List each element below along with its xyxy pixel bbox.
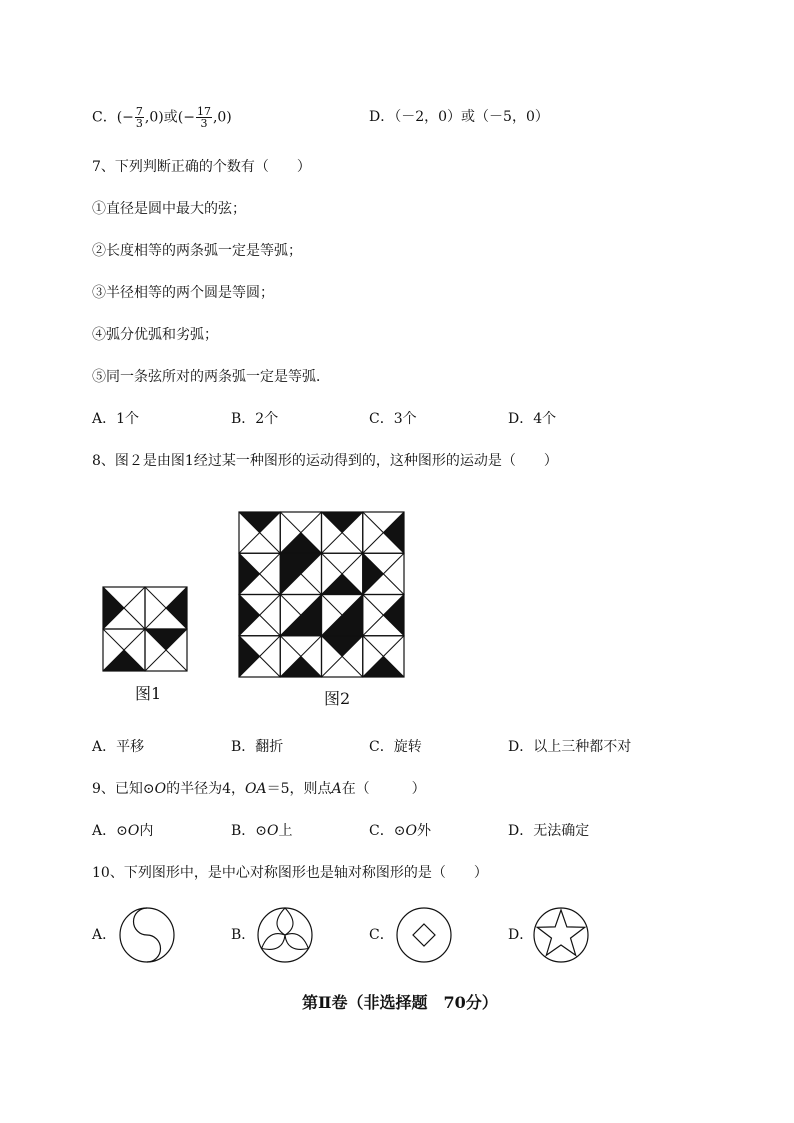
q10-option-c[interactable]: C． — [369, 927, 394, 943]
shaded-triangle — [322, 574, 363, 595]
q9-option-c[interactable] — [369, 822, 431, 840]
q9-a-rest: 内 — [139, 823, 154, 839]
q8-option-c[interactable]: C．旋转 — [369, 739, 422, 755]
shaded-triangle — [239, 553, 260, 594]
q9-option-b[interactable] — [231, 822, 293, 840]
q6-c-b-fraction — [196, 106, 212, 129]
q6-c-or: 或 — [163, 109, 178, 126]
q8-option-b[interactable]: B．翻折 — [231, 739, 284, 755]
q7-item-5: ⑤同一条弦所对的两条弧一定是等弧． — [92, 369, 330, 385]
q6-c-a-den: 3 — [135, 117, 143, 130]
q9-option-d[interactable]: D．无法确定 — [508, 823, 590, 839]
q6-c-a-suffix: ,0) — [144, 109, 164, 126]
shaded-triangle — [322, 512, 363, 533]
shaded-triangle — [239, 636, 260, 677]
q9-stem-pre: 9、已知⊙ — [92, 781, 155, 797]
q8-figure-2-caption: 图2 — [324, 689, 351, 708]
q8-figure-2 — [239, 512, 404, 677]
q10-figure-b-three-petals — [257, 907, 313, 963]
q10-figure-a-yin-yang — [119, 907, 175, 963]
q7-item-1: ①直径是圆中最大的弦； — [92, 201, 246, 217]
shaded-triangle — [103, 650, 145, 671]
q9-option-a[interactable] — [92, 822, 153, 840]
q10-option-d[interactable]: D． — [508, 927, 534, 943]
q6-c-b-suffix: ,0) — [212, 109, 232, 126]
q9-c-label: C．⊙ — [369, 823, 406, 839]
q6-c-b-num: 17 — [196, 105, 211, 118]
q6-option-d[interactable]: D．（－2，0）或（－5，0） — [369, 109, 549, 125]
shaded-triangle — [383, 512, 404, 553]
shaded-triangle — [145, 629, 187, 650]
q9-stem-eq: ＝5，则点 — [266, 781, 332, 797]
q9-stem-oa: OA — [245, 781, 267, 797]
shaded-triangle — [166, 587, 187, 629]
q7-stem: 7、下列判断正确的个数有（ ） — [92, 159, 311, 175]
q9-stem — [92, 780, 426, 798]
shaded-triangle — [103, 587, 124, 629]
q9-a-o: O — [127, 823, 140, 839]
q6-option-c[interactable] — [92, 106, 232, 129]
q9-a-label: A．⊙ — [92, 823, 128, 839]
q7-option-c[interactable]: C．3个 — [369, 411, 417, 427]
q6-c-a-fraction — [135, 106, 144, 129]
q9-c-rest: 外 — [416, 823, 431, 839]
q7-option-a[interactable]: A．1个 — [92, 411, 140, 427]
shaded-triangle — [363, 656, 404, 677]
section-title: 第Ⅱ卷（非选择题 70分） — [302, 993, 498, 1012]
shaded-triangle — [383, 595, 404, 636]
shaded-triangle — [322, 636, 363, 657]
q9-b-o: O — [267, 823, 279, 839]
star-shape — [537, 910, 585, 955]
q10-option-a[interactable]: A． — [92, 927, 117, 943]
q6-c-b-prefix: (− — [177, 109, 195, 126]
shaded-triangle — [239, 595, 260, 636]
q9-stem-a: A — [331, 781, 342, 797]
q7-item-3: ③半径相等的两个圆是等圆； — [92, 285, 274, 301]
shaded-triangle — [280, 656, 321, 677]
q8-stem: 8、图２是由图1经过某一种图形的运动得到的，这种图形的运动是（ ） — [92, 453, 558, 469]
q9-b-label: B．⊙ — [231, 823, 268, 839]
q9-b-rest: 上 — [278, 823, 293, 839]
q10-option-b[interactable]: B． — [231, 927, 256, 943]
q7-option-b[interactable]: B．2个 — [231, 411, 279, 427]
q9-c-o: O — [405, 823, 417, 839]
q10-figure-d-star — [533, 907, 589, 963]
q6-option-c-label: C． — [92, 109, 117, 126]
q8-option-a[interactable]: A．平移 — [92, 739, 145, 755]
q6-c-b-den: 3 — [200, 117, 208, 130]
q7-option-d[interactable]: D．4个 — [508, 411, 557, 427]
shaded-triangle — [239, 512, 280, 533]
q7-item-4: ④弧分优弧和劣弧； — [92, 327, 218, 343]
q9-stem-mid: 的半径为4， — [166, 781, 246, 797]
q7-item-2: ②长度相等的两条弧一定是等弧； — [92, 243, 302, 259]
q8-option-d[interactable]: D．以上三种都不对 — [508, 739, 632, 755]
q8-figure-1-caption: 图1 — [135, 684, 162, 703]
q10-figure-c-circle-square — [396, 907, 452, 963]
q10-stem: 10、下列图形中，是中心对称图形也是轴对称图形的是（ ） — [92, 865, 488, 881]
shaded-triangle — [280, 533, 321, 554]
q6-c-a-prefix: (− — [116, 109, 134, 126]
shaded-triangle — [363, 553, 384, 594]
q6-c-a-num: 7 — [135, 105, 143, 118]
q9-stem-post: 在（ ） — [341, 781, 426, 797]
q9-stem-o: O — [154, 781, 167, 797]
q8-figure-1 — [103, 587, 187, 671]
